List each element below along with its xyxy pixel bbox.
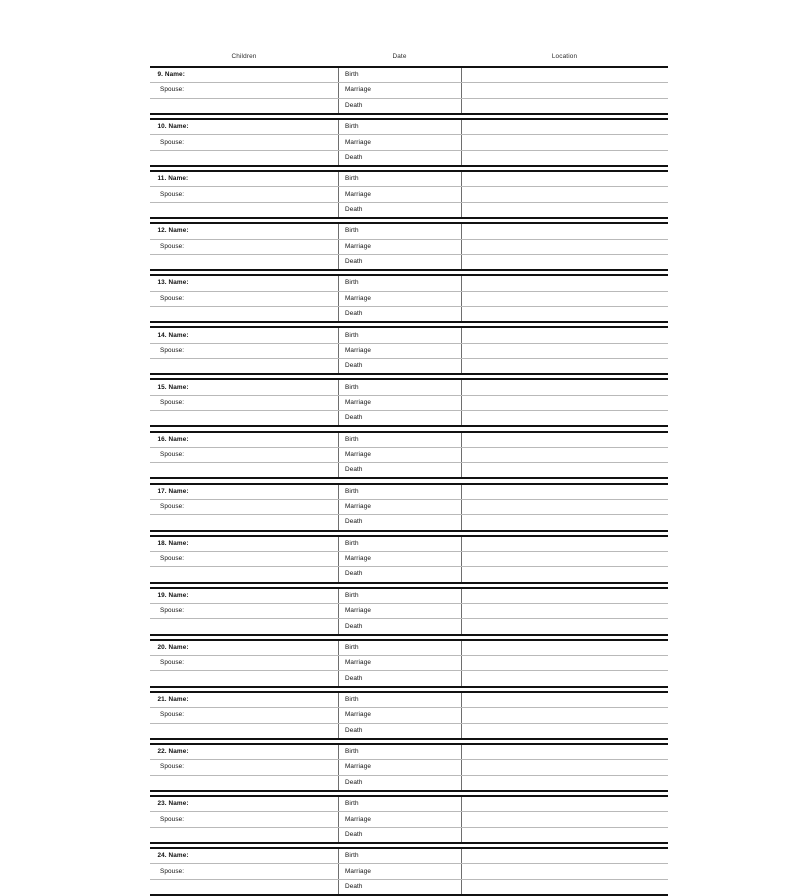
child-blank-field[interactable]	[150, 671, 338, 685]
date-label-marriage	[338, 344, 461, 358]
date-label-marriage	[338, 656, 461, 670]
blank-death-row	[150, 515, 668, 529]
date-label-marriage	[338, 708, 461, 722]
entry-block	[150, 483, 668, 532]
name-birth-row	[150, 485, 668, 500]
date-label-death	[338, 463, 461, 477]
spouse-marriage-row	[150, 448, 668, 463]
date-label-marriage	[338, 500, 461, 514]
spouse-label-text: Spouse:	[160, 763, 185, 771]
child-blank-field[interactable]	[150, 203, 338, 217]
child-blank-field[interactable]	[150, 307, 338, 321]
location-field-death[interactable]	[461, 776, 668, 790]
date-label-birth	[338, 641, 461, 655]
date-label-birth-text: Birth	[345, 175, 359, 183]
spouse-marriage-row	[150, 240, 668, 255]
location-field-birth[interactable]	[461, 849, 668, 863]
name-birth-row	[150, 380, 668, 395]
child-blank-field[interactable]	[150, 463, 338, 477]
spouse-label-text: Spouse:	[160, 294, 185, 302]
spouse-label	[150, 292, 338, 306]
spouse-marriage-row	[150, 760, 668, 775]
date-label-birth	[338, 224, 461, 238]
date-label-death	[338, 880, 461, 894]
date-label-death	[338, 567, 461, 581]
blank-death-row	[150, 255, 668, 269]
location-field-birth[interactable]	[461, 589, 668, 603]
date-label-birth	[338, 328, 461, 342]
entry-block	[150, 170, 668, 219]
date-label-birth	[338, 797, 461, 811]
spouse-label	[150, 240, 338, 254]
date-label-death-text: Death	[345, 257, 363, 265]
location-field-birth[interactable]	[461, 641, 668, 655]
date-label-death-text: Death	[345, 726, 363, 734]
date-label-death	[338, 828, 461, 842]
date-label-death-text: Death	[345, 778, 363, 786]
date-label-death	[338, 776, 461, 790]
date-label-marriage-text: Marriage	[345, 503, 372, 511]
location-field-marriage[interactable]	[461, 500, 668, 514]
name-birth-row	[150, 797, 668, 812]
spouse-marriage-row	[150, 500, 668, 515]
date-label-marriage-text: Marriage	[345, 398, 372, 406]
blank-death-row	[150, 463, 668, 477]
date-label-birth	[338, 745, 461, 759]
blank-death-row	[150, 203, 668, 217]
date-label-marriage	[338, 83, 461, 97]
name-birth-row	[150, 68, 668, 83]
entry-block	[150, 326, 668, 375]
date-label-birth-text: Birth	[345, 591, 359, 599]
entry-block	[150, 847, 668, 896]
child-name-label-text: 10. Name:	[157, 123, 189, 131]
child-name-label-text: 22. Name:	[157, 748, 189, 756]
child-blank-field[interactable]	[150, 828, 338, 842]
location-field-death[interactable]	[461, 307, 668, 321]
date-label-birth-text: Birth	[345, 800, 359, 808]
child-name-label-text: 17. Name:	[157, 487, 189, 495]
date-label-marriage	[338, 135, 461, 149]
location-field-marriage[interactable]	[461, 396, 668, 410]
column-header-children: Children	[231, 53, 257, 60]
date-label-death	[338, 99, 461, 113]
date-label-marriage	[338, 812, 461, 826]
date-label-birth-text: Birth	[345, 279, 359, 287]
spouse-label-text: Spouse:	[160, 503, 185, 511]
date-label-death	[338, 411, 461, 425]
date-label-marriage	[338, 240, 461, 254]
location-field-marriage[interactable]	[461, 864, 668, 878]
spouse-marriage-row	[150, 864, 668, 879]
child-blank-field[interactable]	[150, 411, 338, 425]
spouse-marriage-row	[150, 656, 668, 671]
child-name-label	[150, 68, 338, 82]
blank-death-row	[150, 359, 668, 373]
location-field-marriage[interactable]	[461, 292, 668, 306]
entry-block-list	[150, 66, 668, 896]
child-name-label-text: 12. Name:	[157, 227, 189, 235]
entry-block	[150, 639, 668, 688]
location-field-marriage[interactable]	[461, 552, 668, 566]
spouse-label	[150, 187, 338, 201]
child-blank-field[interactable]	[150, 515, 338, 529]
date-label-marriage	[338, 448, 461, 462]
location-field-death[interactable]	[461, 828, 668, 842]
spouse-marriage-row	[150, 604, 668, 619]
child-name-label-text: 15. Name:	[157, 383, 189, 391]
date-label-marriage	[338, 760, 461, 774]
child-name-label	[150, 328, 338, 342]
date-label-birth	[338, 485, 461, 499]
location-field-birth[interactable]	[461, 172, 668, 186]
child-name-label	[150, 745, 338, 759]
blank-death-row	[150, 671, 668, 685]
spouse-label-text: Spouse:	[160, 86, 185, 94]
child-blank-field[interactable]	[150, 255, 338, 269]
location-field-marriage[interactable]	[461, 83, 668, 97]
spouse-label-text: Spouse:	[160, 555, 185, 563]
spouse-label-text: Spouse:	[160, 346, 185, 354]
date-label-birth	[338, 537, 461, 551]
date-label-death	[338, 619, 461, 633]
date-label-birth	[338, 172, 461, 186]
location-field-marriage[interactable]	[461, 240, 668, 254]
location-field-death[interactable]	[461, 671, 668, 685]
date-label-death-text: Death	[345, 466, 363, 474]
location-field-death[interactable]	[461, 567, 668, 581]
child-name-label	[150, 537, 338, 551]
date-label-death-text: Death	[345, 570, 363, 578]
location-field-death[interactable]	[461, 463, 668, 477]
spouse-label	[150, 760, 338, 774]
location-field-birth[interactable]	[461, 68, 668, 82]
child-name-label	[150, 641, 338, 655]
date-label-birth-text: Birth	[345, 435, 359, 443]
blank-death-row	[150, 307, 668, 321]
date-label-birth-text: Birth	[345, 383, 359, 391]
child-name-label-text: 23. Name:	[157, 800, 189, 808]
location-field-birth[interactable]	[461, 485, 668, 499]
location-field-birth[interactable]	[461, 693, 668, 707]
column-header-date: Date	[392, 53, 407, 60]
name-birth-row	[150, 328, 668, 343]
location-field-marriage[interactable]	[461, 135, 668, 149]
blank-death-row	[150, 724, 668, 738]
name-birth-row	[150, 224, 668, 239]
date-label-birth	[338, 68, 461, 82]
name-birth-row	[150, 849, 668, 864]
location-field-death[interactable]	[461, 151, 668, 165]
location-field-death[interactable]	[461, 411, 668, 425]
spouse-label	[150, 396, 338, 410]
date-label-birth-text: Birth	[345, 331, 359, 339]
child-name-label-text: 20. Name:	[157, 644, 189, 651]
date-label-death-text: Death	[345, 153, 363, 161]
spouse-label	[150, 83, 338, 97]
date-label-death-text: Death	[345, 101, 363, 109]
entry-block	[150, 118, 668, 167]
spouse-marriage-row	[150, 83, 668, 98]
child-blank-field[interactable]	[150, 99, 338, 113]
spouse-label	[150, 500, 338, 514]
child-name-label-text: 24. Name:	[157, 852, 189, 860]
entry-block	[150, 222, 668, 271]
spouse-label	[150, 604, 338, 618]
spouse-label-text: Spouse:	[160, 607, 185, 615]
blank-death-row	[150, 99, 668, 113]
date-label-birth	[338, 589, 461, 603]
entry-block	[150, 274, 668, 323]
date-label-marriage-text: Marriage	[345, 242, 372, 250]
child-name-label	[150, 797, 338, 811]
location-field-death[interactable]	[461, 255, 668, 269]
spouse-marriage-row	[150, 708, 668, 723]
location-field-death[interactable]	[461, 99, 668, 113]
spouse-label	[150, 552, 338, 566]
location-field-birth[interactable]	[461, 120, 668, 134]
blank-death-row	[150, 151, 668, 165]
location-field-marriage[interactable]	[461, 656, 668, 670]
date-label-birth-text: Birth	[345, 123, 359, 131]
child-name-label	[150, 485, 338, 499]
location-field-death[interactable]	[461, 515, 668, 529]
name-birth-row	[150, 537, 668, 552]
date-label-marriage-text: Marriage	[345, 346, 372, 354]
location-field-birth[interactable]	[461, 797, 668, 811]
date-label-marriage-text: Marriage	[345, 815, 372, 823]
date-label-marriage-text: Marriage	[345, 294, 372, 302]
date-label-death-text: Death	[345, 674, 363, 682]
date-label-birth-text: Birth	[345, 852, 359, 860]
date-label-birth-text: Birth	[345, 487, 359, 495]
child-name-label	[150, 433, 338, 447]
location-field-birth[interactable]	[461, 380, 668, 394]
date-label-marriage	[338, 864, 461, 878]
name-birth-row	[150, 172, 668, 187]
date-label-marriage	[338, 396, 461, 410]
child-blank-field[interactable]	[150, 619, 338, 633]
child-name-label-text: 16. Name:	[157, 435, 189, 443]
children-table	[150, 52, 668, 896]
date-label-birth-text: Birth	[345, 539, 359, 547]
entry-block	[150, 66, 668, 115]
name-birth-row	[150, 693, 668, 708]
spouse-marriage-row	[150, 812, 668, 827]
child-name-label	[150, 172, 338, 186]
child-name-label	[150, 224, 338, 238]
child-name-label	[150, 693, 338, 707]
child-name-label	[150, 589, 338, 603]
blank-death-row	[150, 619, 668, 633]
date-label-death	[338, 359, 461, 373]
spouse-label	[150, 864, 338, 878]
date-label-marriage-text: Marriage	[345, 555, 372, 563]
date-label-death	[338, 151, 461, 165]
table-column-headers	[150, 52, 668, 66]
spouse-label	[150, 708, 338, 722]
spouse-label-text: Spouse:	[160, 450, 185, 458]
date-label-death	[338, 671, 461, 685]
date-label-death-text: Death	[345, 205, 363, 213]
spouse-marriage-row	[150, 552, 668, 567]
date-label-death	[338, 515, 461, 529]
child-name-label-text: 9. Name:	[157, 71, 185, 79]
spouse-label-text: Spouse:	[160, 138, 185, 146]
spouse-label	[150, 656, 338, 670]
blank-death-row	[150, 880, 668, 894]
child-name-label	[150, 276, 338, 290]
spouse-marriage-row	[150, 292, 668, 307]
date-label-marriage-text: Marriage	[345, 763, 372, 771]
location-field-birth[interactable]	[461, 328, 668, 342]
child-blank-field[interactable]	[150, 567, 338, 581]
child-blank-field[interactable]	[150, 359, 338, 373]
blank-death-row	[150, 828, 668, 842]
name-birth-row	[150, 276, 668, 291]
location-field-marriage[interactable]	[461, 708, 668, 722]
entry-block	[150, 431, 668, 480]
name-birth-row	[150, 745, 668, 760]
date-label-birth	[338, 380, 461, 394]
child-name-label-text: 13. Name:	[157, 279, 189, 287]
entry-block	[150, 535, 668, 584]
location-field-birth[interactable]	[461, 276, 668, 290]
child-name-label-text: 14. Name:	[157, 331, 189, 339]
date-label-death-text: Death	[345, 622, 363, 630]
child-name-label-text: 21. Name:	[157, 696, 189, 704]
name-birth-row	[150, 120, 668, 135]
spouse-marriage-row	[150, 396, 668, 411]
date-label-marriage-text: Marriage	[345, 659, 372, 667]
child-blank-field[interactable]	[150, 151, 338, 165]
location-field-death[interactable]	[461, 880, 668, 894]
date-label-marriage-text: Marriage	[345, 711, 372, 719]
spouse-label	[150, 812, 338, 826]
date-label-death	[338, 307, 461, 321]
blank-death-row	[150, 567, 668, 581]
name-birth-row	[150, 433, 668, 448]
date-label-death-text: Death	[345, 414, 363, 422]
entry-block	[150, 378, 668, 427]
name-birth-row	[150, 641, 668, 656]
date-label-birth	[338, 849, 461, 863]
child-name-label-text: 18. Name:	[157, 539, 189, 547]
date-label-birth	[338, 433, 461, 447]
entry-block	[150, 743, 668, 792]
location-field-marriage[interactable]	[461, 812, 668, 826]
child-blank-field[interactable]	[150, 880, 338, 894]
date-label-marriage-text: Marriage	[345, 190, 372, 198]
date-label-marriage-text: Marriage	[345, 607, 372, 615]
location-field-birth[interactable]	[461, 745, 668, 759]
date-label-birth	[338, 276, 461, 290]
date-label-death-text: Death	[345, 518, 363, 526]
date-label-death-text: Death	[345, 830, 363, 838]
location-field-marriage[interactable]	[461, 344, 668, 358]
date-label-birth	[338, 120, 461, 134]
spouse-label-text: Spouse:	[160, 190, 185, 198]
spouse-label-text: Spouse:	[160, 659, 185, 667]
spouse-marriage-row	[150, 187, 668, 202]
child-name-label-text: 19. Name:	[157, 591, 189, 599]
date-label-birth-text: Birth	[345, 696, 359, 704]
location-field-birth[interactable]	[461, 433, 668, 447]
entry-block	[150, 587, 668, 636]
date-label-marriage	[338, 292, 461, 306]
date-label-birth-text: Birth	[345, 71, 359, 79]
date-label-death	[338, 724, 461, 738]
date-label-marriage	[338, 604, 461, 618]
name-birth-row	[150, 589, 668, 604]
child-blank-field[interactable]	[150, 724, 338, 738]
date-label-death-text: Death	[345, 882, 363, 890]
spouse-marriage-row	[150, 344, 668, 359]
location-field-marriage[interactable]	[461, 760, 668, 774]
date-label-marriage-text: Marriage	[345, 86, 372, 94]
child-name-label-text: 11. Name:	[157, 175, 189, 183]
child-blank-field[interactable]	[150, 776, 338, 790]
date-label-birth	[338, 693, 461, 707]
date-label-death	[338, 255, 461, 269]
date-label-birth-text: Birth	[345, 748, 359, 756]
date-label-birth-text: Birth	[345, 644, 359, 651]
date-label-death-text: Death	[345, 310, 363, 318]
location-field-marriage[interactable]	[461, 187, 668, 201]
entry-block	[150, 691, 668, 740]
location-field-death[interactable]	[461, 359, 668, 373]
spouse-label	[150, 448, 338, 462]
location-field-marriage[interactable]	[461, 604, 668, 618]
date-label-birth-text: Birth	[345, 227, 359, 235]
spouse-label-text: Spouse:	[160, 242, 185, 250]
child-name-label	[150, 849, 338, 863]
spouse-label-text: Spouse:	[160, 398, 185, 406]
location-field-birth[interactable]	[461, 224, 668, 238]
spouse-label-text: Spouse:	[160, 815, 185, 823]
blank-death-row	[150, 411, 668, 425]
column-header-location: Location	[551, 53, 578, 60]
location-field-death[interactable]	[461, 724, 668, 738]
location-field-marriage[interactable]	[461, 448, 668, 462]
spouse-label-text: Spouse:	[160, 867, 185, 875]
location-field-death[interactable]	[461, 619, 668, 633]
date-label-death	[338, 203, 461, 217]
spouse-label-text: Spouse:	[160, 711, 185, 719]
date-label-marriage	[338, 187, 461, 201]
date-label-marriage	[338, 552, 461, 566]
child-name-label	[150, 120, 338, 134]
date-label-marriage-text: Marriage	[345, 867, 372, 875]
entry-block	[150, 795, 668, 844]
date-label-death-text: Death	[345, 362, 363, 370]
child-name-label	[150, 380, 338, 394]
date-label-marriage-text: Marriage	[345, 450, 372, 458]
location-field-death[interactable]	[461, 203, 668, 217]
spouse-label	[150, 344, 338, 358]
spouse-label	[150, 135, 338, 149]
spouse-marriage-row	[150, 135, 668, 150]
date-label-marriage-text: Marriage	[345, 138, 372, 146]
location-field-birth[interactable]	[461, 537, 668, 551]
blank-death-row	[150, 776, 668, 790]
